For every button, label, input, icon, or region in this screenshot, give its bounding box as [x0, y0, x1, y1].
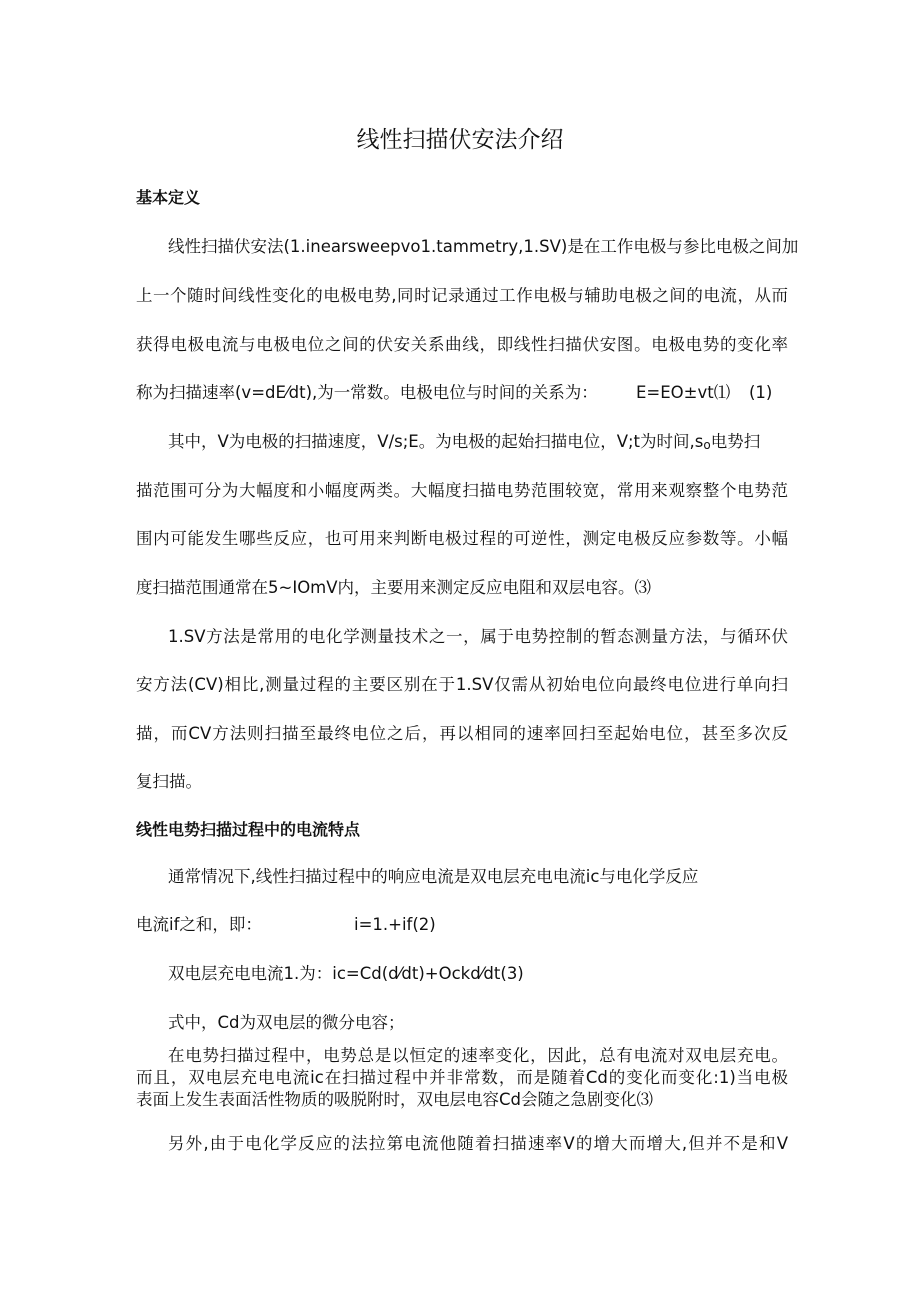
- text-line: 安方法(CV)相比,测量过程的主要区别在于1.SV仅需从初始电位向最终电位进行单向扫: [136, 675, 788, 694]
- text-line: 描范围可分为大幅度和小幅度两类。大幅度扫描电势范围较宽，常用来观察整个电势范: [136, 481, 788, 500]
- text-line: 描，而CV方法则扫描至最终电位之后，再以相同的速率回扫至起始电位，甚至多次反: [136, 724, 788, 743]
- text-line: 电流if之和，即：: [136, 915, 262, 934]
- text-line: 获得电极电流与电极电位之间的伏安关系曲线，即线性扫描伏安图。电极电势的变化率: [136, 335, 788, 354]
- text-line: 表面上发生表面活性物质的吸脱附时，双电层电容Cd会随之急剧变化⑶: [136, 1090, 653, 1109]
- text-line: 1.SV方法是常用的电化学测量技术之一，属于电势控制的暂态测量方法，与循环伏: [168, 627, 788, 646]
- equation-1: E=EO±vt⑴: [636, 383, 731, 402]
- text-line: 度扫描范围通常在5~IOmV内，主要用来测定反应电阻和双层电容。⑶: [136, 578, 652, 597]
- text-line: 另外,由于电化学反应的法拉第电流他随着扫描速率V的增大而增大,但并不是和V: [168, 1134, 788, 1153]
- page-title: 线性扫描伏安法介绍: [356, 127, 564, 153]
- text-span: 其中，V为电极的扫描速度，V/s;E。为电极的起始扫描电位，V;t为时间,: [168, 432, 695, 451]
- text-line: 围内可能发生哪些反应，也可用来判断电极过程的可逆性，测定电极反应参数等。小幅: [136, 529, 788, 548]
- section-heading-current-characteristics: 线性电势扫描过程中的电流特点: [136, 820, 361, 839]
- text-line: 在电势扫描过程中，电势总是以恒定的速率变化，因此，总有电流对双电层充电。: [168, 1046, 788, 1065]
- text-span: s: [694, 432, 704, 451]
- subscript: o: [703, 438, 711, 452]
- text-span: 电势扫: [710, 432, 761, 451]
- text-line: 双电层充电电流1.为：ic=Cd(d⁄dt)+Ockd⁄dt(3): [168, 964, 524, 983]
- equation-1-number: (1): [749, 383, 773, 402]
- text-line: 式中，Cd为双电层的微分电容；: [168, 1013, 405, 1032]
- text-line: 通常情况下,线性扫描过程中的响应电流是双电层充电电流ic与电化学反应: [168, 867, 699, 886]
- section-heading-basic-definition: 基本定义: [136, 188, 201, 207]
- text-line: 而且，双电层充电电流ic在扫描过程中并非常数，而是随着Cd的变化而变化:1)当电极: [136, 1068, 788, 1087]
- text-line: 上一个随时间线性变化的电极电势,同时记录通过工作电极与辅助电极之间的电流，从而: [136, 286, 788, 305]
- text-line: [168, 432, 760, 455]
- text-line: 称为扫描速率(v=dE⁄dt),为一常数。电极电位与时间的关系为：: [136, 383, 598, 402]
- text-line: 复扫描。: [136, 772, 202, 791]
- text-line: 线性扫描伏安法(1.inearsweepvo1.tammetry,1.SV)是在工作电极与参比电极之间加: [168, 237, 799, 256]
- equation-2: i=1.+if(2): [354, 915, 436, 934]
